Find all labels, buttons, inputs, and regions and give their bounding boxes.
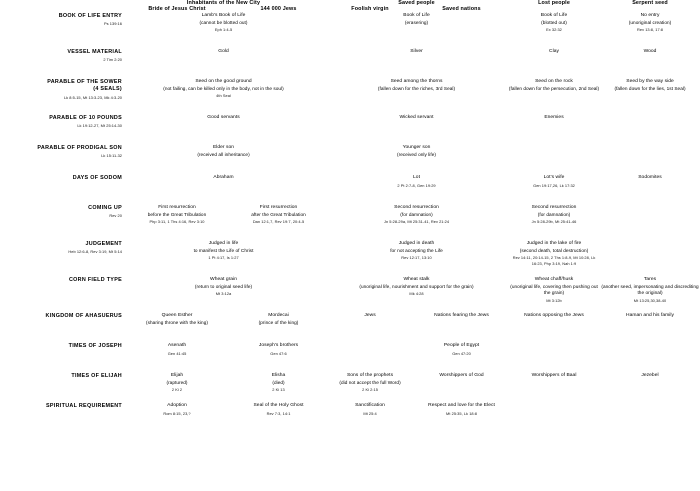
cell-lost (508, 241, 600, 277)
cell-note-text: (unoriginal life, nourishment and support for the grain) (359, 284, 474, 290)
cell-lost (508, 79, 600, 115)
row-label (0, 403, 122, 427)
cell-main-text: Elijah (170, 372, 184, 378)
cell-bride (122, 313, 232, 343)
cell-main-text: Mordecai (268, 312, 289, 318)
cell-main-text: Seed on the rock (535, 78, 573, 84)
cell-virgin (325, 13, 508, 49)
cell-main-text: Gold (218, 48, 229, 54)
cell-seed (600, 205, 700, 241)
table-row (0, 313, 700, 343)
row-label-reference: Lk 19:12-27, Mt 25:14-30 (77, 123, 122, 129)
cell-main-text: Seal of the Holy Ghost (253, 402, 304, 408)
cell-lost (508, 403, 600, 427)
cell-scripture-reference: Gen 19:17,26, Lk 17:32 (533, 182, 575, 188)
cell-note-text: (sharing throne with the king) (146, 320, 208, 326)
cell-main-text: Silver (410, 48, 423, 54)
cell-scripture-reference: Jn 5:28-29a, Mt 25:31-41, Rev 21:24 (383, 219, 450, 225)
cell-seed (600, 403, 700, 427)
row-label-title: KINGDOM OF AHASUERUS (45, 312, 122, 319)
cell-scripture-reference: 1 Pt 4:17, Is 1:27 (208, 255, 239, 261)
cell-scripture-reference: Rev 14:11, 20:14-15, 2 Ths 1:8-9, Mt 10:28, Lk 16:23, Php 3:19, Nah 1:9 (512, 255, 596, 266)
cell-virgin (325, 403, 415, 427)
row-label-title: CORN FIELD TYPE (68, 276, 122, 283)
row-label-title: BOOK OF LIFE ENTRY (58, 12, 122, 19)
cell-scripture-reference: Rev 13:8, 17:8 (637, 27, 664, 33)
cell-main-text: Joseph's brothers (258, 342, 299, 348)
table-row (0, 79, 700, 115)
subgroup-header-bride: Bride of Jesus Christ (148, 6, 206, 13)
row-label-title: COMING UP (88, 204, 122, 211)
cell-virgin (325, 313, 415, 343)
cell-main-text: Judged in death (398, 240, 435, 246)
cell-main-text: Judged in life (208, 240, 239, 246)
row-label-reference: Ps 139:16 (104, 21, 122, 27)
cell-main-text: Clay (549, 48, 559, 54)
cell-note-text: (another seed, impersonating and discrediting the original) (601, 284, 699, 296)
cell-seed (600, 313, 700, 343)
cell-note-text: (fallen down for the riches, 3rd Seal) (377, 86, 456, 92)
cell-scripture-reference: 4th Seal (216, 93, 231, 99)
cell-main-text: Second resurrection (394, 204, 439, 210)
cell-note-text: (prince of the king) (258, 320, 299, 326)
cell-virgin (325, 145, 508, 175)
cell-note-text: (second death, total destruction) (519, 248, 589, 254)
cell-scripture-reference: Rev 12:17, 13:10 (401, 255, 432, 261)
cell-note-text: (blotted out) (541, 20, 567, 26)
cell-main-text: Wood (643, 48, 657, 54)
cell-virgin (325, 241, 508, 277)
table-row (0, 13, 700, 49)
cell-lost (508, 49, 600, 79)
cell-scripture-reference: 2 Ki 2 (171, 387, 183, 393)
cell-scripture-reference: Rev 7:3, 14:1 (266, 410, 291, 416)
cell-main-text: Elisha (271, 372, 286, 378)
cell-main-text: Seed on the good ground (195, 78, 252, 84)
table-row (0, 205, 700, 241)
cell-main-text: Lot's wife (543, 174, 565, 180)
cell-main-text: Enemies (544, 114, 564, 120)
cell-main-text: Lot (413, 174, 420, 180)
cell-virgin (325, 175, 508, 205)
row-label-reference: Rev 20 (109, 213, 122, 219)
cell-note-text: to manifest the Life of Christ (193, 248, 254, 254)
cell-main-text: Wheat stalk (403, 276, 430, 282)
table-row (0, 277, 700, 313)
cell-main-text: People of Egypt (443, 342, 480, 348)
row-label-title: PARABLE OF 10 POUNDS (49, 114, 122, 121)
row-label-subtitle: (4 SEALS) (93, 86, 122, 93)
cell-main-text: Abraham (213, 174, 234, 180)
cell-note-text: (died) (272, 380, 285, 386)
cell-note-text: (erasering) (404, 20, 429, 26)
cell-note-text: (raptured) (166, 380, 188, 386)
cell-note-text: for not accepting the Life (390, 248, 443, 254)
cell-scripture-reference: Gen 47:6 (270, 350, 287, 356)
subgroup-header-jews: 144 000 Jews (260, 6, 297, 13)
cell-main-text: Elder son (212, 144, 235, 150)
cell-main-text: Nations opposing the Jews (524, 312, 584, 318)
cell-scripture-reference: Rom 8:15, 23,? (163, 410, 191, 416)
cell-main-text: Sodomites (638, 174, 662, 180)
cell-seed (600, 13, 700, 49)
cell-seed (600, 49, 700, 79)
cell-note-text: (return to original seed life) (194, 284, 253, 290)
cell-virgin (325, 115, 508, 145)
cell-main-text: Wheat grain (210, 276, 237, 282)
cell-bride (122, 175, 325, 205)
row-label-title: PARABLE OF PRODIGAL SON (37, 144, 122, 151)
row-label-title: VESSEL MATERIAL (67, 48, 122, 55)
row-label-title: PARABLE OF THE SOWER (47, 78, 122, 85)
cell-bride (122, 145, 325, 175)
cell-main-text: Sons of the prophets (346, 372, 394, 378)
table-row (0, 175, 700, 205)
cell-main-text: Judged in the lake of fire (526, 240, 582, 246)
cell-seed (600, 277, 700, 313)
cell-note-text: (unoriginal creation) (628, 20, 672, 26)
cell-scripture-reference: Mt 3:12b (546, 297, 562, 303)
cell-main-text: Seed by the way side (626, 78, 674, 84)
cell-note-text: (received only life) (396, 152, 437, 158)
row-label (0, 145, 122, 175)
cell-note-text: (received all inheritance) (197, 152, 250, 158)
cell-virgin (325, 373, 415, 403)
cell-main-text: Jews (364, 312, 376, 318)
cell-main-text: First resurrection (259, 204, 298, 210)
cell-virgin (325, 49, 508, 79)
cell-nations (415, 373, 508, 403)
cell-scripture-reference: Mt 13:25,30,38-40 (633, 297, 667, 303)
cell-main-text: Jezebel (641, 372, 659, 378)
table-row (0, 373, 700, 403)
subgroup-header-saved-nations: Saved nations (442, 6, 481, 13)
cell-bride (122, 205, 232, 241)
cell-main-text: Asenath (167, 342, 187, 348)
cell-main-text: Younger son (402, 144, 431, 150)
cell-seed (600, 145, 700, 175)
cell-bride (122, 373, 232, 403)
cell-bride (122, 115, 325, 145)
row-label-title: SPIRITUAL REQUIREMENT (46, 402, 122, 409)
table-body (0, 13, 700, 427)
cell-main-text: Second resurrection (531, 204, 577, 210)
cell-main-text: Wicked servant (399, 114, 434, 120)
cell-note-text: (not failing, can be killed only in the body, not in the soul) (163, 86, 284, 92)
cell-lost (508, 175, 600, 205)
row-label (0, 205, 122, 241)
cell-scripture-reference: Mt 3:12a (215, 291, 232, 297)
group-header-inhabitants: Inhabitants of the New City (186, 0, 261, 6)
cell-lost (508, 115, 600, 145)
cell-main-text: Seed among the thorns (390, 78, 443, 84)
cell-main-text: Book of Life (540, 12, 568, 18)
cell-jews (232, 373, 325, 403)
row-label (0, 313, 122, 343)
cell-jews (232, 403, 325, 427)
row-label-reference: 2 Tim 2:20 (103, 57, 122, 63)
cell-main-text: Adoption (167, 402, 187, 408)
cell-jews (232, 205, 325, 241)
cell-note-text: (for damnation) (400, 212, 433, 218)
row-label (0, 277, 122, 313)
row-label (0, 373, 122, 403)
table-row (0, 241, 700, 277)
cell-main-text: Good servants (207, 114, 240, 120)
row-label (0, 13, 122, 49)
cell-lost (508, 373, 600, 403)
cell-seed (600, 373, 700, 403)
cell-lost (508, 343, 600, 373)
cell-scripture-reference: Ex 32:32 (546, 27, 562, 33)
row-label (0, 115, 122, 145)
cell-scripture-reference: Php 3:11, 1 Ths 4:16, Rev 3:10 (149, 219, 205, 225)
cell-main-text: Sanctification (355, 402, 385, 408)
cell-main-text: Worshippers of Baal (531, 372, 577, 378)
cell-lost (508, 313, 600, 343)
cell-note-text: (fallen down for the lies, 1st Seal) (614, 86, 686, 92)
cell-lost (508, 13, 600, 49)
cell-note-text: (for damnation) (537, 212, 571, 218)
cell-bride (122, 403, 232, 427)
cell-bride (122, 79, 325, 115)
cell-main-text: Wheat chaff/husk (534, 276, 574, 282)
cell-main-text: Book of Life (403, 12, 430, 18)
table-header (0, 0, 700, 13)
subgroup-header-foolish-virgin: Foolish virgin (351, 6, 389, 13)
cell-note-text: (fallen down for the persecution, 2nd Seal) (508, 86, 600, 92)
row-label (0, 49, 122, 79)
group-header-saved-people: Saved people (398, 0, 435, 6)
cell-virgin (325, 343, 415, 373)
row-label-reference: Lk 15:11-32 (101, 153, 122, 159)
row-label-reference: Heb 12:6-8, Rev 3:19, Mt 5:14 (68, 249, 122, 255)
row-label-title: DAYS OF SODOM (72, 174, 122, 181)
table-row (0, 49, 700, 79)
cell-note-text: (did not accept the full Word) (339, 380, 401, 386)
cell-main-text: Lamb's Book of Life (201, 12, 246, 18)
cell-scripture-reference: Jn 5:28-29b, Mt 25:41-46 (531, 219, 577, 225)
group-header-lost-people: Lost people (538, 0, 570, 6)
cell-jews (232, 343, 325, 373)
cell-jews (232, 313, 325, 343)
cell-seed (600, 241, 700, 277)
cell-scripture-reference: Mt 25:4 (363, 410, 377, 416)
cell-seed (600, 79, 700, 115)
cell-note-text: (cannot be blotted out) (199, 20, 248, 26)
cell-bride (122, 241, 325, 277)
cell-note-text: before the Great Tribulation (147, 212, 207, 218)
cell-scripture-reference: Mt 25:35, Lk 18:8 (446, 410, 477, 416)
table-row (0, 115, 700, 145)
cell-note-text: after the Great Tribulation (251, 212, 306, 218)
cell-scripture-reference: Dan 12:1,7, Rev 19:7, 20:4-5 (252, 219, 305, 225)
cell-main-text: Haman and his family (626, 312, 675, 318)
cell-main-text: No entry (640, 12, 660, 18)
cell-bride (122, 49, 325, 79)
cell-bride (122, 343, 232, 373)
cell-seed (600, 175, 700, 205)
table-row (0, 343, 700, 373)
cell-lost (508, 277, 600, 313)
cell-virgin (325, 205, 508, 241)
cell-scripture-reference: 2 Ki 2:15 (362, 387, 378, 393)
table-row (0, 403, 700, 427)
cell-main-text: Tares (643, 276, 657, 282)
cell-scripture-reference: 2 Pt 2:7-8, Gen 19:29 (397, 182, 436, 188)
row-label-title: TIMES OF JOSEPH (68, 342, 122, 349)
cell-nations (415, 343, 508, 373)
cell-virgin (325, 277, 508, 313)
cell-bride (122, 277, 325, 313)
cell-bride (122, 13, 325, 49)
cell-main-text: Nations fearing the Jews (434, 312, 489, 318)
row-label-title: TIMES OF ELIJAH (71, 372, 122, 379)
cell-lost (508, 145, 600, 175)
group-header-serpent-seed: Serpent seed (632, 0, 668, 6)
row-label (0, 175, 122, 205)
cell-lost (508, 205, 600, 241)
cell-scripture-reference: Eph 1:4-5 (214, 27, 233, 33)
cell-seed (600, 115, 700, 145)
cell-virgin (325, 79, 508, 115)
row-label (0, 241, 122, 277)
cell-scripture-reference: Gen 47:20 (452, 350, 471, 356)
cell-seed (600, 343, 700, 373)
row-label-reference: Lk 8:5-15, Mt 13:3-23, Mk 4:3-20 (63, 94, 122, 100)
cell-main-text: Respect and love for the Elect (428, 402, 495, 408)
row-label (0, 343, 122, 373)
cell-nations (415, 403, 508, 427)
table-row (0, 145, 700, 175)
cell-main-text: Worshippers of God (439, 372, 484, 378)
cell-main-text: First resurrection (158, 204, 196, 210)
cell-main-text: Queen Esther (161, 312, 193, 318)
cell-nations (415, 313, 508, 343)
row-label (0, 79, 122, 115)
cell-note-text: (unoriginal life, covering then pushing out the grain) (510, 284, 598, 296)
cell-scripture-reference: 2 Ki 13 (272, 387, 285, 393)
cell-scripture-reference: Gen 41:45 (167, 350, 187, 356)
cell-scripture-reference: Mk 4:28 (409, 291, 424, 297)
row-label-title: JUDGEMENT (85, 240, 122, 247)
